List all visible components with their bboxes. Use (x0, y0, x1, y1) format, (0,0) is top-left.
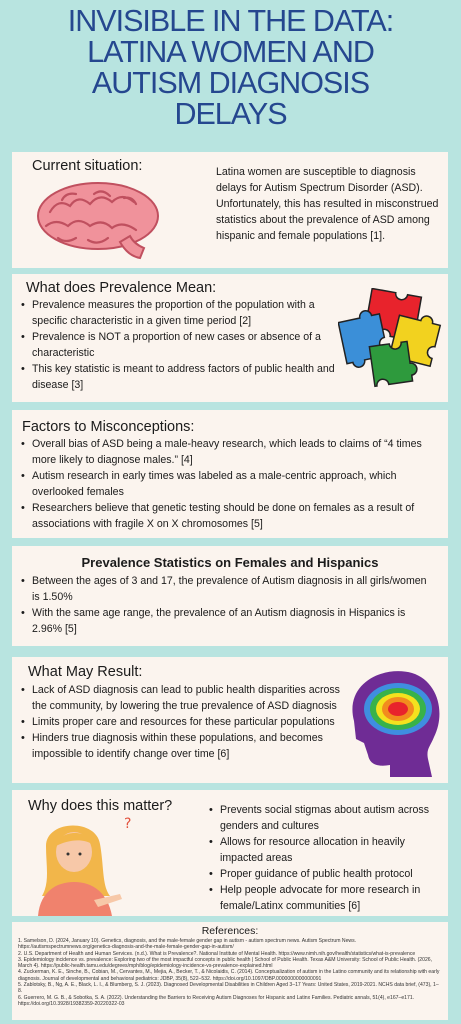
matter-card (12, 790, 448, 916)
prevalence-item-3: • This key statistic is meant to address factors of public health and disease [3] (20, 361, 336, 393)
title-line-2: LATINA WOMEN AND (87, 35, 374, 69)
reference-item-2: 2. U.S. Department of Health and Human Services. (n.d.). What is Prevalence?. National Institute of Mental Health. https://www.nimh.nih.gov/health/statistics/what-is-prevalence (18, 950, 416, 957)
svg-text:?: ? (124, 816, 132, 832)
reference-item-4: 4. Zuckerman, K. E., Sinche, B., Cobian, M., Cervantes, M., Mejia, A., Becker, T., & Nicolaidis, C. (2014). Conceptualization of autism in the Latino community and its relationship with early diagnosis. Journal of developmental and behavioral pediatrics: JDBP, 35(8), 522–532. https://doi.org/10.1097/DBP.0000000000000091 (18, 969, 440, 982)
statistics-item-2: • With the same age range, the prevalence of an Autism diagnosis in Hispanics is 2.96% [5] (20, 605, 432, 637)
matter-item-3: • Proper guidance of public health protocol (208, 866, 442, 882)
poster-title (0, 6, 461, 130)
matter-item-2: • Allows for resource allocation in heavily impacted areas (208, 834, 442, 866)
reference-item-1: 1. Samelson, D. (2024, January 10). Genetics, diagnosis, and the male-female gender gap in autism - autism spectrum news. Autism Spectrum News. https://autismspectrumnews.org/genetics-diagnosis-and-the-male-female-gender-gap-in-autism/ (18, 938, 357, 951)
result-card (12, 657, 448, 783)
statistics-card (12, 546, 448, 646)
prevalence-heading: What does Prevalence Mean: (26, 280, 217, 296)
reference-item-6: 6. Guerrero, M. G. B., & Sobotka, S. A. (2022). Understanding the Barriers to Receiving Autism Diagnoses for Hispanic and Latinx Families. Pediatric annals, 51(4), e167–e171. https://doi.org/10.3928/19382359-20220322-03 (18, 994, 415, 1007)
factors-item-3: • Researchers believe that genetic testing should be done on females as a result of associations with fragile X on X chromosomes [5] (20, 500, 430, 532)
title-line-1: INVISIBLE IN THE DATA: (67, 4, 394, 38)
statistics-heading: Prevalence Statistics on Females and Hispanics (81, 555, 379, 570)
current-situation-heading: Current situation: (32, 158, 143, 174)
result-heading: What May Result: (28, 664, 143, 680)
puzzle-pieces-icon (338, 288, 442, 388)
prevalence-list (20, 297, 336, 393)
factors-heading: Factors to Misconceptions: (22, 419, 195, 435)
statistics-item-1: • Between the ages of 3 and 17, the prevalence of Autism diagnosis in all girls/women is 1.50% (20, 573, 432, 605)
title-line-4: DELAYS (174, 97, 287, 131)
factors-card (12, 410, 448, 538)
references-heading: References: (201, 925, 259, 937)
references-list (18, 938, 442, 1007)
result-item-2: • Limits proper care and resources for these particular populations (20, 714, 342, 730)
references-card (12, 922, 448, 1020)
factors-item-2: • Autism research in early times was labeled as a male-centric approach, which overlooked females (20, 468, 430, 500)
result-list (20, 682, 342, 762)
result-item-1: • Lack of ASD diagnosis can lead to public health disparities across the community, by lowering the true prevalence of ASD diagnosis (20, 682, 342, 714)
head-brain-heatmap-icon (334, 663, 446, 779)
prevalence-card (12, 274, 448, 402)
matter-heading: Why does this matter? (28, 798, 173, 814)
current-situation-card (12, 152, 448, 268)
result-item-3: • Hinders true diagnosis within these populations, and becomes impossible to identify change over time [6] (20, 730, 342, 762)
brain-icon (28, 176, 178, 264)
reference-item-5: 5. Zablotsky, B., Ng, A. E., Black, L. I., & Blumberg, S. J. (2023). Diagnosed Developmental Disabilities in Children Aged 3–17 Years: United States, 2019-2021. NCHS data brief, (473), 1–8. (18, 982, 439, 995)
matter-item-1: • Prevents social stigmas about autism across genders and cultures (208, 802, 442, 834)
title-line-3: AUTISM DIAGNOSIS (91, 66, 370, 100)
prevalence-item-1: • Prevalence measures the proportion of the population with a specific characteristic in a given time period [2] (20, 297, 336, 329)
current-situation-text: Latina women are susceptible to diagnosis delays for Autism Spectrum Disorder (ASD). Unfortunately, this has resulted in misconstrued statistics about the prevalence of ASD among hispanic and female populations [1]. (216, 166, 439, 242)
prevalence-item-2: • Prevalence is NOT a proportion of new cases or absence of a characteristic (20, 329, 336, 361)
matter-list (208, 802, 442, 914)
matter-item-4: • Help people advocate for more research in female/Latinx communities [6] (208, 882, 442, 914)
thinking-woman-icon (32, 816, 144, 916)
factors-item-1: • Overall bias of ASD being a male-heavy research, which leads to claims of “4 times more likely to diagnose males.” [4] (20, 436, 430, 468)
statistics-list (20, 573, 432, 637)
reference-item-3: 3. Epidemiology incidence vs. prevalence: Exploring two of the most impactful concepts in public health | School of Public Health. Texas A&M University: School of Public Health. (2026, March 4). https://public-health.tamu.edu/degrees/mph/blog/epidemiology-incidence-vs-prevalence-explained.html (18, 956, 433, 970)
factors-list (20, 436, 430, 532)
